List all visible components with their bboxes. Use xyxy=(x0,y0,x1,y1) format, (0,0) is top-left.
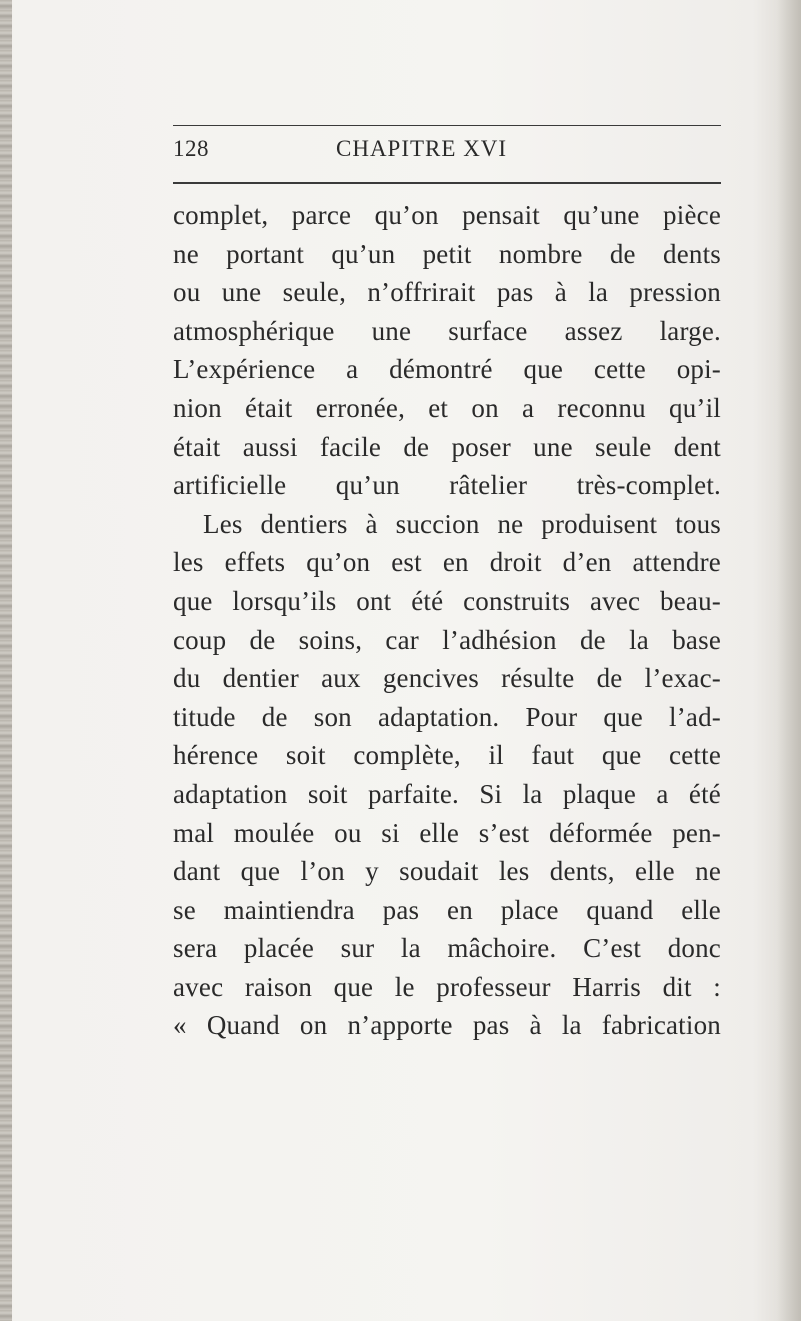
text-line: que lorsqu’ils ont été construits avec beau- xyxy=(173,585,721,616)
page-edge-shadow xyxy=(777,0,801,1321)
header-bottom-rule xyxy=(173,182,721,184)
text-line: ou une seule, n’offrirait pas à la pression xyxy=(173,277,721,308)
text-line: Les dentiers à succion ne produisent tous xyxy=(203,508,721,539)
page-header xyxy=(173,136,721,172)
text-line: « Quand on n’apporte pas à la fabrication xyxy=(173,1010,721,1041)
binding-edge xyxy=(0,0,12,1321)
text-line: L’expérience a démontré que cette opi- xyxy=(173,354,721,385)
text-line: complet, parce qu’on pensait qu’une pièce xyxy=(173,200,721,230)
text-line: du dentier aux gencives résulte de l’exac- xyxy=(173,663,721,694)
text-line: sera placée sur la mâchoire. C’est donc xyxy=(173,933,721,964)
text-line: coup de soins, car l’adhésion de la base xyxy=(173,624,721,655)
page-number: 128 xyxy=(173,136,209,161)
text-line: artificielle qu’un râtelier très-complet. xyxy=(173,470,721,501)
text-line: les effets qu’on est en droit d’en attendre xyxy=(173,547,721,578)
text-line: ne portant qu’un petit nombre de dents xyxy=(173,238,721,269)
text-line: adaptation soit parfaite. Si la plaque a été xyxy=(173,778,721,809)
text-line: était aussi facile de poser une seule dent xyxy=(173,431,721,462)
text-line: atmosphérique une surface assez large. xyxy=(173,315,721,346)
text-line: dant que l’on y soudait les dents, elle ne xyxy=(173,856,721,887)
text-line: nion était erronée, et on a reconnu qu’il xyxy=(173,392,721,423)
body-text xyxy=(173,196,721,1045)
text-line: avec raison que le professeur Harris dit : xyxy=(173,971,721,1002)
header-top-rule xyxy=(173,125,721,126)
running-head: CHAPITRE XVI xyxy=(336,136,508,161)
text-line: mal moulée ou si elle s’est déformée pen- xyxy=(173,817,721,848)
text-line: titude de son adaptation. Pour que l’ad- xyxy=(173,701,721,732)
text-line: se maintiendra pas en place quand elle xyxy=(173,894,721,925)
text-line: hérence soit complète, il faut que cette xyxy=(173,740,721,771)
